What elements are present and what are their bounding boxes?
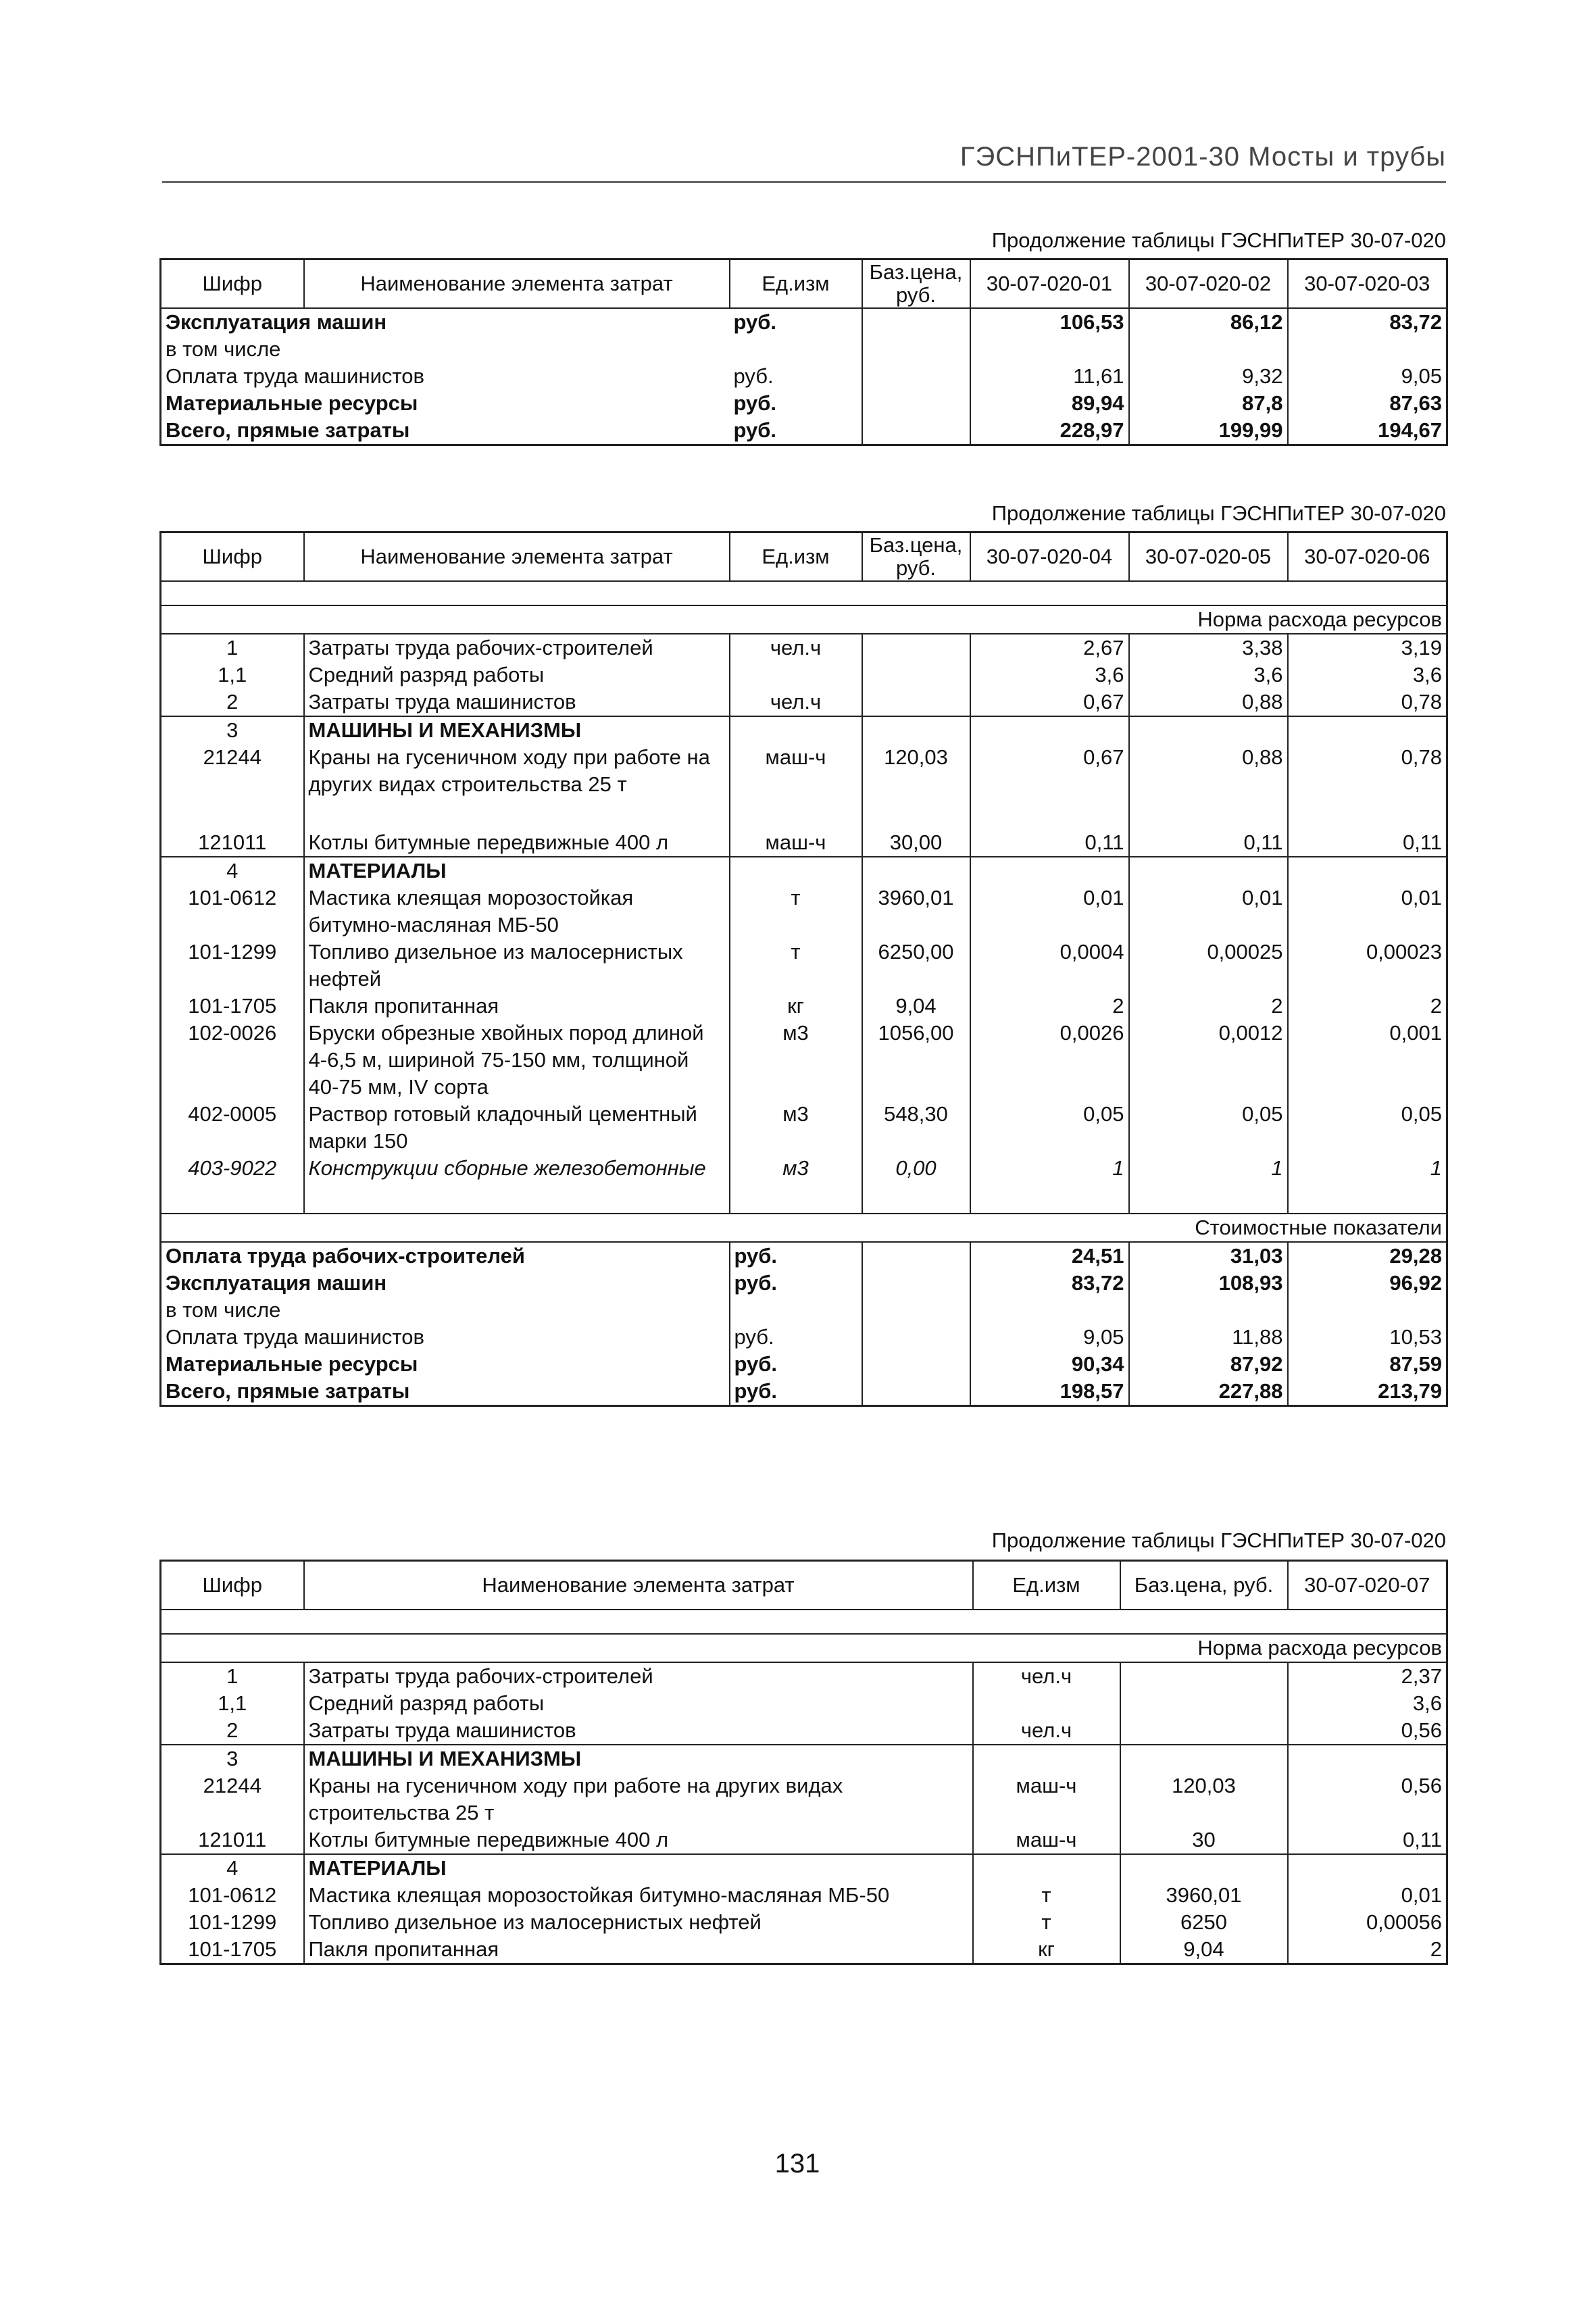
price-cell [1120, 1690, 1288, 1717]
spacer-cell [1288, 798, 1447, 829]
unit-cell: чел.ч [730, 634, 862, 662]
cost-item-name: Оплата труда машинистов [166, 364, 424, 388]
price-cell [1120, 1854, 1288, 1882]
unit-cell: т [973, 1909, 1120, 1936]
value-cell: 3,19 [1288, 634, 1447, 662]
norm-band-row [161, 605, 1447, 634]
resource-name: Пакля пропитанная [304, 993, 730, 1020]
cost-item-name: Материальные ресурсы [166, 391, 418, 415]
resource-code: 101-0612 [161, 885, 304, 939]
spacer-cell [970, 1182, 1129, 1214]
value-cell: 0,56 [1288, 1717, 1447, 1745]
col-header-price: Баз.цена, руб. [862, 532, 970, 582]
spacer-cell [970, 798, 1129, 829]
price-cell [862, 417, 970, 445]
col-header-v3: 30-07-020-06 [1288, 532, 1447, 582]
resource-name: Затраты труда машинистов [304, 1717, 973, 1745]
resource-name: МАТЕРИАЛЫ [304, 1854, 973, 1882]
value-cell: 0,01 [1288, 1882, 1447, 1909]
value-cell: 0,00025 [1129, 939, 1288, 993]
unit-cell: маш-ч [973, 1772, 1120, 1826]
unit-cell: чел.ч [973, 1717, 1120, 1745]
unit-cell: руб. [730, 308, 862, 336]
gap-cell [161, 581, 1447, 605]
value-cell: 1 [1288, 1155, 1447, 1182]
value-cell: 0,05 [1129, 1101, 1288, 1155]
spacer-cell [1129, 798, 1288, 829]
price-cell [862, 857, 970, 885]
cost-item-name: Оплата труда машинистов [161, 1324, 730, 1351]
value-cell: 199,99 [1129, 417, 1288, 445]
resource-row [161, 1772, 1447, 1826]
resource-row [161, 744, 1447, 798]
resource-code: 102-0026 [161, 1020, 304, 1101]
value-cell: 194,67 [1288, 417, 1447, 445]
cost-item-name: в том числе [166, 337, 281, 361]
price-cell: 0,00 [862, 1155, 970, 1182]
resource-row [161, 689, 1447, 716]
value-cell: 0,00023 [1288, 939, 1447, 993]
price-cell: 548,30 [862, 1101, 970, 1155]
value-cell: 87,59 [1288, 1351, 1447, 1378]
value-cell: 0,01 [1129, 885, 1288, 939]
value-cell: 0,001 [1288, 1020, 1447, 1101]
norm-band-row [161, 1634, 1447, 1662]
resource-row [161, 1020, 1447, 1101]
col-header-unit: Ед.изм [973, 1561, 1120, 1610]
value-cell [970, 716, 1129, 744]
unit-cell [730, 857, 862, 885]
cost-item-name: Материальные ресурсы [161, 1351, 730, 1378]
value-cell [1288, 1745, 1447, 1772]
spacer-cell [304, 798, 730, 829]
resource-name: Затраты труда рабочих-строителей [304, 1662, 973, 1690]
resource-code: 101-1705 [161, 1936, 304, 1964]
value-cell: 0,56 [1288, 1772, 1447, 1826]
table3-header-row [161, 1561, 1447, 1610]
resource-row [161, 1745, 1447, 1772]
value-cell: 87,8 [1129, 390, 1288, 417]
unit-cell [730, 336, 862, 363]
price-cell [862, 1351, 970, 1378]
value-cell: 228,97 [970, 417, 1129, 445]
value-cell [970, 336, 1129, 363]
resource-code: 21244 [161, 1772, 304, 1826]
table2 [159, 531, 1448, 1407]
unit-cell [973, 1745, 1120, 1772]
value-cell: 0,11 [1288, 1826, 1447, 1854]
resource-row [161, 1662, 1447, 1690]
resource-row [161, 857, 1447, 885]
cost-item-name: Всего, прямые затраты [161, 1378, 730, 1406]
cost-item-name: Оплата труда рабочих-строителей [161, 1242, 730, 1270]
value-cell: 86,12 [1129, 308, 1288, 336]
col-header-v1: 30-07-020-04 [970, 532, 1129, 582]
resource-code: 101-1705 [161, 993, 304, 1020]
value-cell: 89,94 [970, 390, 1129, 417]
cost-row [161, 1351, 1447, 1378]
value-cell: 0,11 [970, 829, 1129, 857]
cost-row [161, 1324, 1447, 1351]
price-cell [1120, 1662, 1288, 1690]
price-cell [862, 1378, 970, 1406]
resource-row [161, 1854, 1447, 1882]
resource-name: Мастика клеящая морозостойкая битумно-масляная МБ-50 [304, 1882, 973, 1909]
resource-code: 1,1 [161, 662, 304, 689]
col-header-price: Баз.цена, руб. [1120, 1561, 1288, 1610]
value-cell: 0,00056 [1288, 1909, 1447, 1936]
resource-row [161, 1155, 1447, 1182]
value-cell [1288, 716, 1447, 744]
cost-row [161, 1297, 1447, 1324]
page-header: ГЭСНПиТЕР-2001-30 Мосты и трубы [959, 142, 1446, 172]
resource-code: 1,1 [161, 1690, 304, 1717]
unit-cell [730, 662, 862, 689]
resource-code: 101-1299 [161, 939, 304, 993]
price-cell: 9,04 [862, 993, 970, 1020]
resource-name: МАШИНЫ И МЕХАНИЗМЫ [304, 1745, 973, 1772]
value-cell: 83,72 [1288, 308, 1447, 336]
resource-name: Затраты труда рабочих-строителей [304, 634, 730, 662]
cost-row [161, 1242, 1447, 1270]
cost-item-name: Всего, прямые затраты [161, 417, 730, 445]
spacer-cell [304, 1182, 730, 1214]
spacer-cell [730, 798, 862, 829]
value-cell [1129, 336, 1288, 363]
resource-name: МАШИНЫ И МЕХАНИЗМЫ [304, 716, 730, 744]
value-cell: 0,11 [1129, 829, 1288, 857]
resource-name: Средний разряд работы [304, 662, 730, 689]
value-cell: 108,93 [1129, 1270, 1288, 1297]
resource-code: 101-1299 [161, 1909, 304, 1936]
unit-cell: руб. [730, 1324, 862, 1351]
spacer-cell [862, 798, 970, 829]
gap-row [161, 1182, 1447, 1214]
col-header-name: Наименование элемента затрат [304, 1561, 973, 1610]
unit-cell: руб. [730, 417, 862, 445]
resource-name: Мастика клеящая морозостойкая битумно-масляная МБ-50 [304, 885, 730, 939]
value-cell: 227,88 [1129, 1378, 1288, 1406]
table1-header-row [161, 259, 1447, 309]
value-cell: 1 [1129, 1155, 1288, 1182]
value-cell: 11,61 [970, 363, 1129, 390]
unit-cell: чел.ч [973, 1662, 1120, 1690]
price-cell: 6250,00 [862, 939, 970, 993]
spacer-cell [1288, 1182, 1447, 1214]
unit-cell: маш-ч [730, 744, 862, 798]
col-header-code: Шифр [161, 1561, 304, 1610]
table1 [159, 258, 1448, 446]
value-cell: 0,0004 [970, 939, 1129, 993]
cost-item-name: Эксплуатация машин [161, 1270, 730, 1297]
resource-name: Средний разряд работы [304, 1690, 973, 1717]
unit-cell: т [730, 885, 862, 939]
resource-code: 101-0612 [161, 1882, 304, 1909]
price-cell [862, 662, 970, 689]
price-cell [862, 1270, 970, 1297]
resource-name: Пакля пропитанная [304, 1936, 973, 1964]
value-cell: 2 [1288, 1936, 1447, 1964]
resource-name: Топливо дизельное из малосернистых нефтей [304, 939, 730, 993]
resource-row [161, 1101, 1447, 1155]
spacer-cell [862, 1182, 970, 1214]
value-cell: 3,6 [1288, 662, 1447, 689]
summary-row [161, 417, 1447, 445]
price-cell: 30 [1120, 1826, 1288, 1854]
price-cell: 120,03 [1120, 1772, 1288, 1826]
resource-row [161, 1936, 1447, 1964]
value-cell: 0,0026 [970, 1020, 1129, 1101]
price-cell [1120, 1745, 1288, 1772]
unit-cell: м3 [730, 1101, 862, 1155]
value-cell [1129, 1297, 1288, 1324]
resource-name: Бруски обрезные хвойных пород длиной 4-6,5 м, шириной 75-150 мм, толщиной 40-75 мм, IV сорта [304, 1020, 730, 1101]
price-cell [1120, 1717, 1288, 1745]
value-cell: 0,67 [970, 689, 1129, 716]
value-cell: 90,34 [970, 1351, 1129, 1378]
resource-row [161, 993, 1447, 1020]
resource-code: 1 [161, 1662, 304, 1690]
value-cell [970, 1297, 1129, 1324]
resource-code: 4 [161, 1854, 304, 1882]
resource-name: Конструкции сборные железобетонные [304, 1155, 730, 1182]
value-cell: 0,01 [1288, 885, 1447, 939]
price-cell [862, 308, 970, 336]
unit-cell: руб. [730, 1378, 862, 1406]
resource-code: 1 [161, 634, 304, 662]
cost-band-label: Стоимостные показатели [161, 1214, 1447, 1242]
value-cell: 1 [970, 1155, 1129, 1182]
value-cell: 9,05 [1288, 363, 1447, 390]
value-cell: 24,51 [970, 1242, 1129, 1270]
table2-caption: Продолжение таблицы ГЭСНПиТЕР 30-07-020 [991, 501, 1446, 525]
price-cell [862, 1324, 970, 1351]
resource-name: Котлы битумные передвижные 400 л [304, 1826, 973, 1854]
spacer-cell [161, 798, 304, 829]
header-rule [162, 181, 1446, 183]
resource-code: 402-0005 [161, 1101, 304, 1155]
unit-cell: кг [973, 1936, 1120, 1964]
value-cell: 0,11 [1288, 829, 1447, 857]
value-cell: 0,05 [970, 1101, 1129, 1155]
resource-row [161, 662, 1447, 689]
unit-cell: кг [730, 993, 862, 1020]
resource-code: 21244 [161, 744, 304, 798]
col-header-code: Шифр [161, 259, 304, 309]
col-header-code: Шифр [161, 532, 304, 582]
value-cell [1288, 857, 1447, 885]
unit-cell [973, 1690, 1120, 1717]
price-cell: 120,03 [862, 744, 970, 798]
cost-band-row [161, 1214, 1447, 1242]
col-header-unit: Ед.изм [730, 259, 862, 309]
col-header-v2: 30-07-020-05 [1129, 532, 1288, 582]
cost-item-name: Эксплуатация машин [166, 310, 387, 334]
value-cell [1288, 1854, 1447, 1882]
value-cell: 2,37 [1288, 1662, 1447, 1690]
value-cell: 0,78 [1288, 744, 1447, 798]
value-cell: 0,67 [970, 744, 1129, 798]
resource-name: Затраты труда машинистов [304, 689, 730, 716]
price-cell [862, 634, 970, 662]
value-cell: 0,01 [970, 885, 1129, 939]
spacer-row [161, 798, 1447, 829]
unit-cell [973, 1854, 1120, 1882]
resource-code: 121011 [161, 1826, 304, 1854]
price-cell [862, 1242, 970, 1270]
gap-row [161, 581, 1447, 605]
unit-cell: руб. [730, 1270, 862, 1297]
value-cell [1129, 857, 1288, 885]
cost-item-name: в том числе [161, 1297, 730, 1324]
resource-code: 3 [161, 716, 304, 744]
table1-caption: Продолжение таблицы ГЭСНПиТЕР 30-07-020 [991, 228, 1446, 252]
value-cell [1288, 336, 1447, 363]
price-cell: 1056,00 [862, 1020, 970, 1101]
cost-row [161, 1270, 1447, 1297]
resource-code: 4 [161, 857, 304, 885]
unit-cell: т [973, 1882, 1120, 1909]
resource-row [161, 829, 1447, 857]
col-header-v2: 30-07-020-02 [1129, 259, 1288, 309]
resource-name: Топливо дизельное из малосернистых нефтей [304, 1909, 973, 1936]
resource-row [161, 1717, 1447, 1745]
resource-name: Краны на гусеничном ходу при работе на других видах строительства 25 т [304, 744, 730, 798]
resource-code: 2 [161, 689, 304, 716]
spacer-cell [730, 1182, 862, 1214]
resource-code: 3 [161, 1745, 304, 1772]
value-cell: 198,57 [970, 1378, 1129, 1406]
value-cell: 213,79 [1288, 1378, 1447, 1406]
resource-code: 403-9022 [161, 1155, 304, 1182]
value-cell: 9,32 [1129, 363, 1288, 390]
unit-cell [730, 716, 862, 744]
value-cell: 0,05 [1288, 1101, 1447, 1155]
col-header-v3: 30-07-020-03 [1288, 259, 1447, 309]
resource-code: 121011 [161, 829, 304, 857]
price-cell [862, 716, 970, 744]
value-cell: 3,38 [1129, 634, 1288, 662]
col-header-v1: 30-07-020-01 [970, 259, 1129, 309]
price-cell: 9,04 [1120, 1936, 1288, 1964]
value-cell [1288, 1297, 1447, 1324]
norm-band-label: Норма расхода ресурсов [161, 1634, 1447, 1662]
value-cell: 106,53 [970, 308, 1129, 336]
value-cell: 11,88 [1129, 1324, 1288, 1351]
price-cell [862, 689, 970, 716]
summary-row [161, 308, 1447, 336]
resource-row [161, 634, 1447, 662]
resource-row [161, 1909, 1447, 1936]
resource-name: МАТЕРИАЛЫ [304, 857, 730, 885]
resource-code: 2 [161, 1717, 304, 1745]
value-cell: 0,0012 [1129, 1020, 1288, 1101]
norm-band-label: Норма расхода ресурсов [161, 605, 1447, 634]
unit-cell [730, 1297, 862, 1324]
value-cell: 0,88 [1129, 744, 1288, 798]
unit-cell: руб. [730, 1242, 862, 1270]
value-cell: 31,03 [1129, 1242, 1288, 1270]
value-cell: 96,92 [1288, 1270, 1447, 1297]
summary-row [161, 336, 1447, 363]
value-cell: 3,6 [970, 662, 1129, 689]
value-cell: 0,88 [1129, 689, 1288, 716]
page-number: 131 [774, 2149, 820, 2179]
value-cell: 3,6 [1129, 662, 1288, 689]
price-cell: 3960,01 [1120, 1882, 1288, 1909]
unit-cell: руб. [730, 390, 862, 417]
col-header-unit: Ед.изм [730, 532, 862, 582]
gap-cell [161, 1610, 1447, 1634]
table2-header-row [161, 532, 1447, 582]
price-cell: 3960,01 [862, 885, 970, 939]
resource-name: Котлы битумные передвижные 400 л [304, 829, 730, 857]
gap-row [161, 1610, 1447, 1634]
value-cell: 2 [1288, 993, 1447, 1020]
summary-row [161, 390, 1447, 417]
value-cell: 10,53 [1288, 1324, 1447, 1351]
col-header-name: Наименование элемента затрат [304, 532, 730, 582]
unit-cell: маш-ч [973, 1826, 1120, 1854]
unit-cell: руб. [730, 363, 862, 390]
resource-row [161, 1882, 1447, 1909]
value-cell [970, 857, 1129, 885]
cost-row [161, 1378, 1447, 1406]
table3 [159, 1560, 1448, 1965]
unit-cell: чел.ч [730, 689, 862, 716]
resource-name: Раствор готовый кладочный цементный марки 150 [304, 1101, 730, 1155]
unit-cell: руб. [730, 1351, 862, 1378]
price-cell [862, 363, 970, 390]
unit-cell: м3 [730, 1020, 862, 1101]
spacer-cell [1129, 1182, 1288, 1214]
table3-caption: Продолжение таблицы ГЭСНПиТЕР 30-07-020 [991, 1528, 1446, 1552]
summary-row [161, 363, 1447, 390]
value-cell: 0,78 [1288, 689, 1447, 716]
resource-row [161, 939, 1447, 993]
value-cell: 29,28 [1288, 1242, 1447, 1270]
value-cell: 2,67 [970, 634, 1129, 662]
col-header-v1: 30-07-020-07 [1288, 1561, 1447, 1610]
unit-cell: т [730, 939, 862, 993]
price-cell [862, 336, 970, 363]
price-cell [862, 1297, 970, 1324]
value-cell: 87,92 [1129, 1351, 1288, 1378]
value-cell: 83,72 [970, 1270, 1129, 1297]
value-cell: 87,63 [1288, 390, 1447, 417]
col-header-name: Наименование элемента затрат [304, 259, 730, 309]
value-cell: 3,6 [1288, 1690, 1447, 1717]
price-cell: 6250 [1120, 1909, 1288, 1936]
price-cell [862, 390, 970, 417]
unit-cell: м3 [730, 1155, 862, 1182]
resource-name: Краны на гусеничном ходу при работе на других видах строительства 25 т [304, 1772, 973, 1826]
resource-row [161, 885, 1447, 939]
col-header-price: Баз.цена, руб. [862, 259, 970, 309]
value-cell: 2 [970, 993, 1129, 1020]
price-cell: 30,00 [862, 829, 970, 857]
value-cell: 9,05 [970, 1324, 1129, 1351]
value-cell: 2 [1129, 993, 1288, 1020]
resource-row [161, 716, 1447, 744]
spacer-cell [161, 1182, 304, 1214]
resource-row [161, 1690, 1447, 1717]
unit-cell: маш-ч [730, 829, 862, 857]
value-cell [1129, 716, 1288, 744]
resource-row [161, 1826, 1447, 1854]
